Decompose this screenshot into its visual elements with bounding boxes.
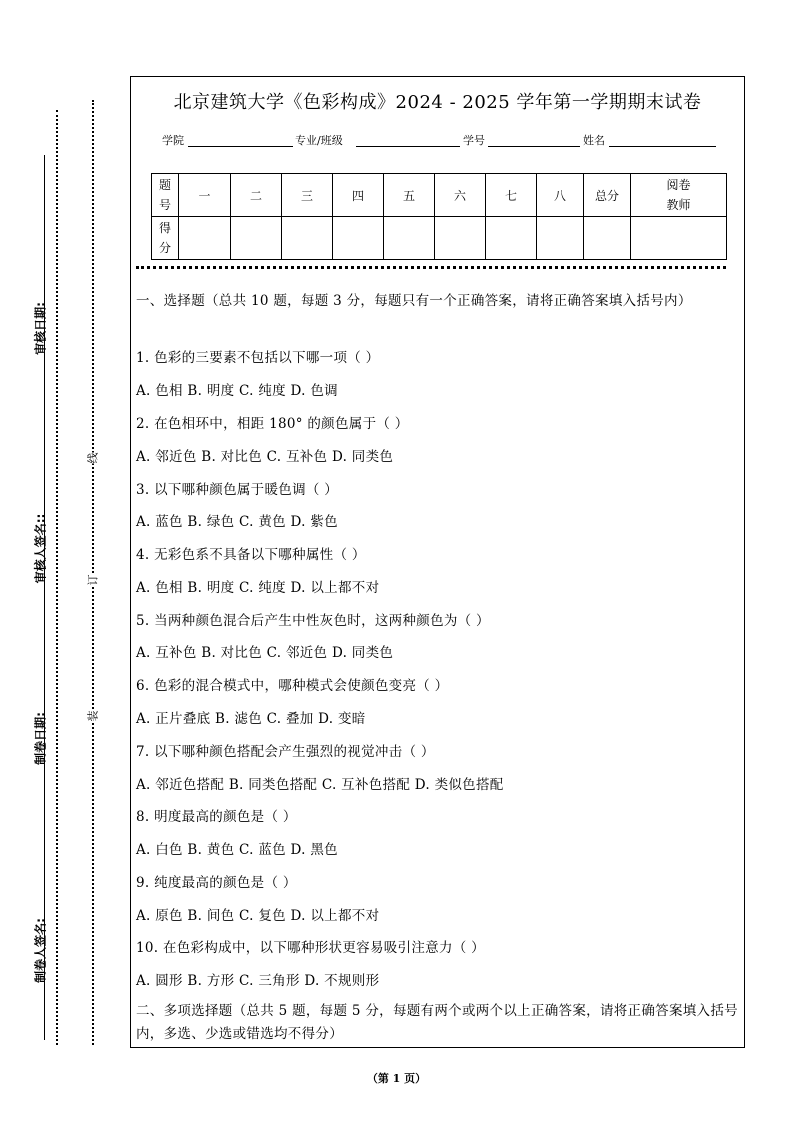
options-9: A. 原色 B. 间色 C. 复色 D. 以上都不对 <box>136 908 380 924</box>
score-cell-grader[interactable] <box>631 217 727 260</box>
name-label: 姓名 <box>583 134 605 147</box>
question-7: 7. 以下哪种颜色搭配会产生强烈的视觉冲击（ ） <box>136 744 435 760</box>
options-7: A. 邻近色搭配 B. 同类色搭配 C. 互补色搭配 D. 类似色搭配 <box>136 777 504 793</box>
score-cell-total[interactable] <box>584 217 631 260</box>
question-9: 9. 纯度最高的颜色是（ ） <box>136 875 297 891</box>
col-total: 总分 <box>584 174 631 217</box>
col-6: 六 <box>435 174 486 217</box>
col-3: 三 <box>282 174 333 217</box>
options-2: A. 邻近色 B. 对比色 C. 互补色 D. 同类色 <box>136 449 394 465</box>
binding-dotted-line-outer <box>56 110 58 1045</box>
options-5: A. 互补色 B. 对比色 C. 邻近色 D. 同类色 <box>136 645 394 661</box>
question-8: 8. 明度最高的颜色是（ ） <box>136 809 297 825</box>
score-header-row <box>152 174 727 217</box>
maker-sign-label: 制卷人签名: <box>33 918 48 983</box>
question-1: 1. 色彩的三要素不包括以下哪一项（ ） <box>136 350 380 366</box>
score-value-row <box>152 217 727 260</box>
seal-ding: 订 <box>86 574 100 586</box>
section2-intro: 二、多项选择题（总共 5 题，每题 5 分，每题有两个或两个以上正确答案，请将正确答案填入括号内，多选、少选或错选均不得分） <box>136 1003 738 1042</box>
name-field[interactable] <box>609 146 716 147</box>
score-cell-2[interactable] <box>231 217 282 260</box>
row-head-score: 得 分 <box>152 217 179 260</box>
col-1: 一 <box>179 174 231 217</box>
score-cell-8[interactable] <box>537 217 584 260</box>
question-4: 4. 无彩色系不具备以下哪种属性（ ） <box>136 547 366 563</box>
reviewer-sign-label: 审核人签名:: <box>33 513 48 584</box>
col-grader: 阅卷 教师 <box>631 174 727 217</box>
major-label: 专业/班级 <box>295 134 343 147</box>
score-cell-1[interactable] <box>179 217 231 260</box>
question-6: 6. 色彩的混合模式中，哪种模式会使颜色变亮（ ） <box>136 678 449 694</box>
college-field[interactable] <box>188 146 293 147</box>
options-1: A. 色相 B. 明度 C. 纯度 D. 色调 <box>136 383 338 399</box>
seal-zhuang: 装 <box>86 710 100 722</box>
major-field[interactable] <box>356 146 460 147</box>
section1-intro: 一、选择题（总共 10 题，每题 3 分，每题只有一个正确答案，请将正确答案填入括号内） <box>136 293 692 309</box>
col-4: 四 <box>333 174 384 217</box>
options-10: A. 圆形 B. 方形 C. 三角形 D. 不规则形 <box>136 973 380 989</box>
score-cell-3[interactable] <box>282 217 333 260</box>
question-5: 5. 当两种颜色混合后产生中性灰色时，这两种颜色为（ ） <box>136 613 490 629</box>
seal-xian: 线 <box>86 452 100 464</box>
score-cell-7[interactable] <box>486 217 537 260</box>
col-5: 五 <box>384 174 435 217</box>
score-cell-4[interactable] <box>333 217 384 260</box>
col-7: 七 <box>486 174 537 217</box>
page-number: （第 1 页） <box>366 1072 427 1085</box>
question-3: 3. 以下哪种颜色属于暖色调（ ） <box>136 482 339 498</box>
options-3: A. 蓝色 B. 绿色 C. 黄色 D. 紫色 <box>136 514 338 530</box>
col-2: 二 <box>231 174 282 217</box>
exam-title: 北京建筑大学《色彩构成》2024 - 2025 学年第一学期期末试卷 <box>173 92 702 113</box>
options-4: A. 色相 B. 明度 C. 纯度 D. 以上都不对 <box>136 580 380 596</box>
student-id-field[interactable] <box>488 146 580 147</box>
header-separator <box>136 266 726 269</box>
question-2: 2. 在色相环中，相距 180° 的颜色属于（ ） <box>136 416 409 432</box>
make-date-label: 制卷日期: <box>33 712 48 765</box>
score-cell-6[interactable] <box>435 217 486 260</box>
review-date-label: 审核日期: <box>33 302 48 355</box>
question-10: 10. 在色彩构成中，以下哪种形状更容易吸引注意力（ ） <box>136 940 485 956</box>
score-table <box>151 173 727 260</box>
student-id-label: 学号 <box>463 134 485 147</box>
binding-dotted-line-inner <box>92 100 94 1045</box>
college-label: 学院 <box>162 134 184 147</box>
score-cell-5[interactable] <box>384 217 435 260</box>
col-8: 八 <box>537 174 584 217</box>
binding-solid-line <box>44 155 45 1040</box>
row-head-question-no: 题 号 <box>152 174 179 217</box>
options-6: A. 正片叠底 B. 滤色 C. 叠加 D. 变暗 <box>136 711 366 727</box>
options-8: A. 白色 B. 黄色 C. 蓝色 D. 黑色 <box>136 842 338 858</box>
